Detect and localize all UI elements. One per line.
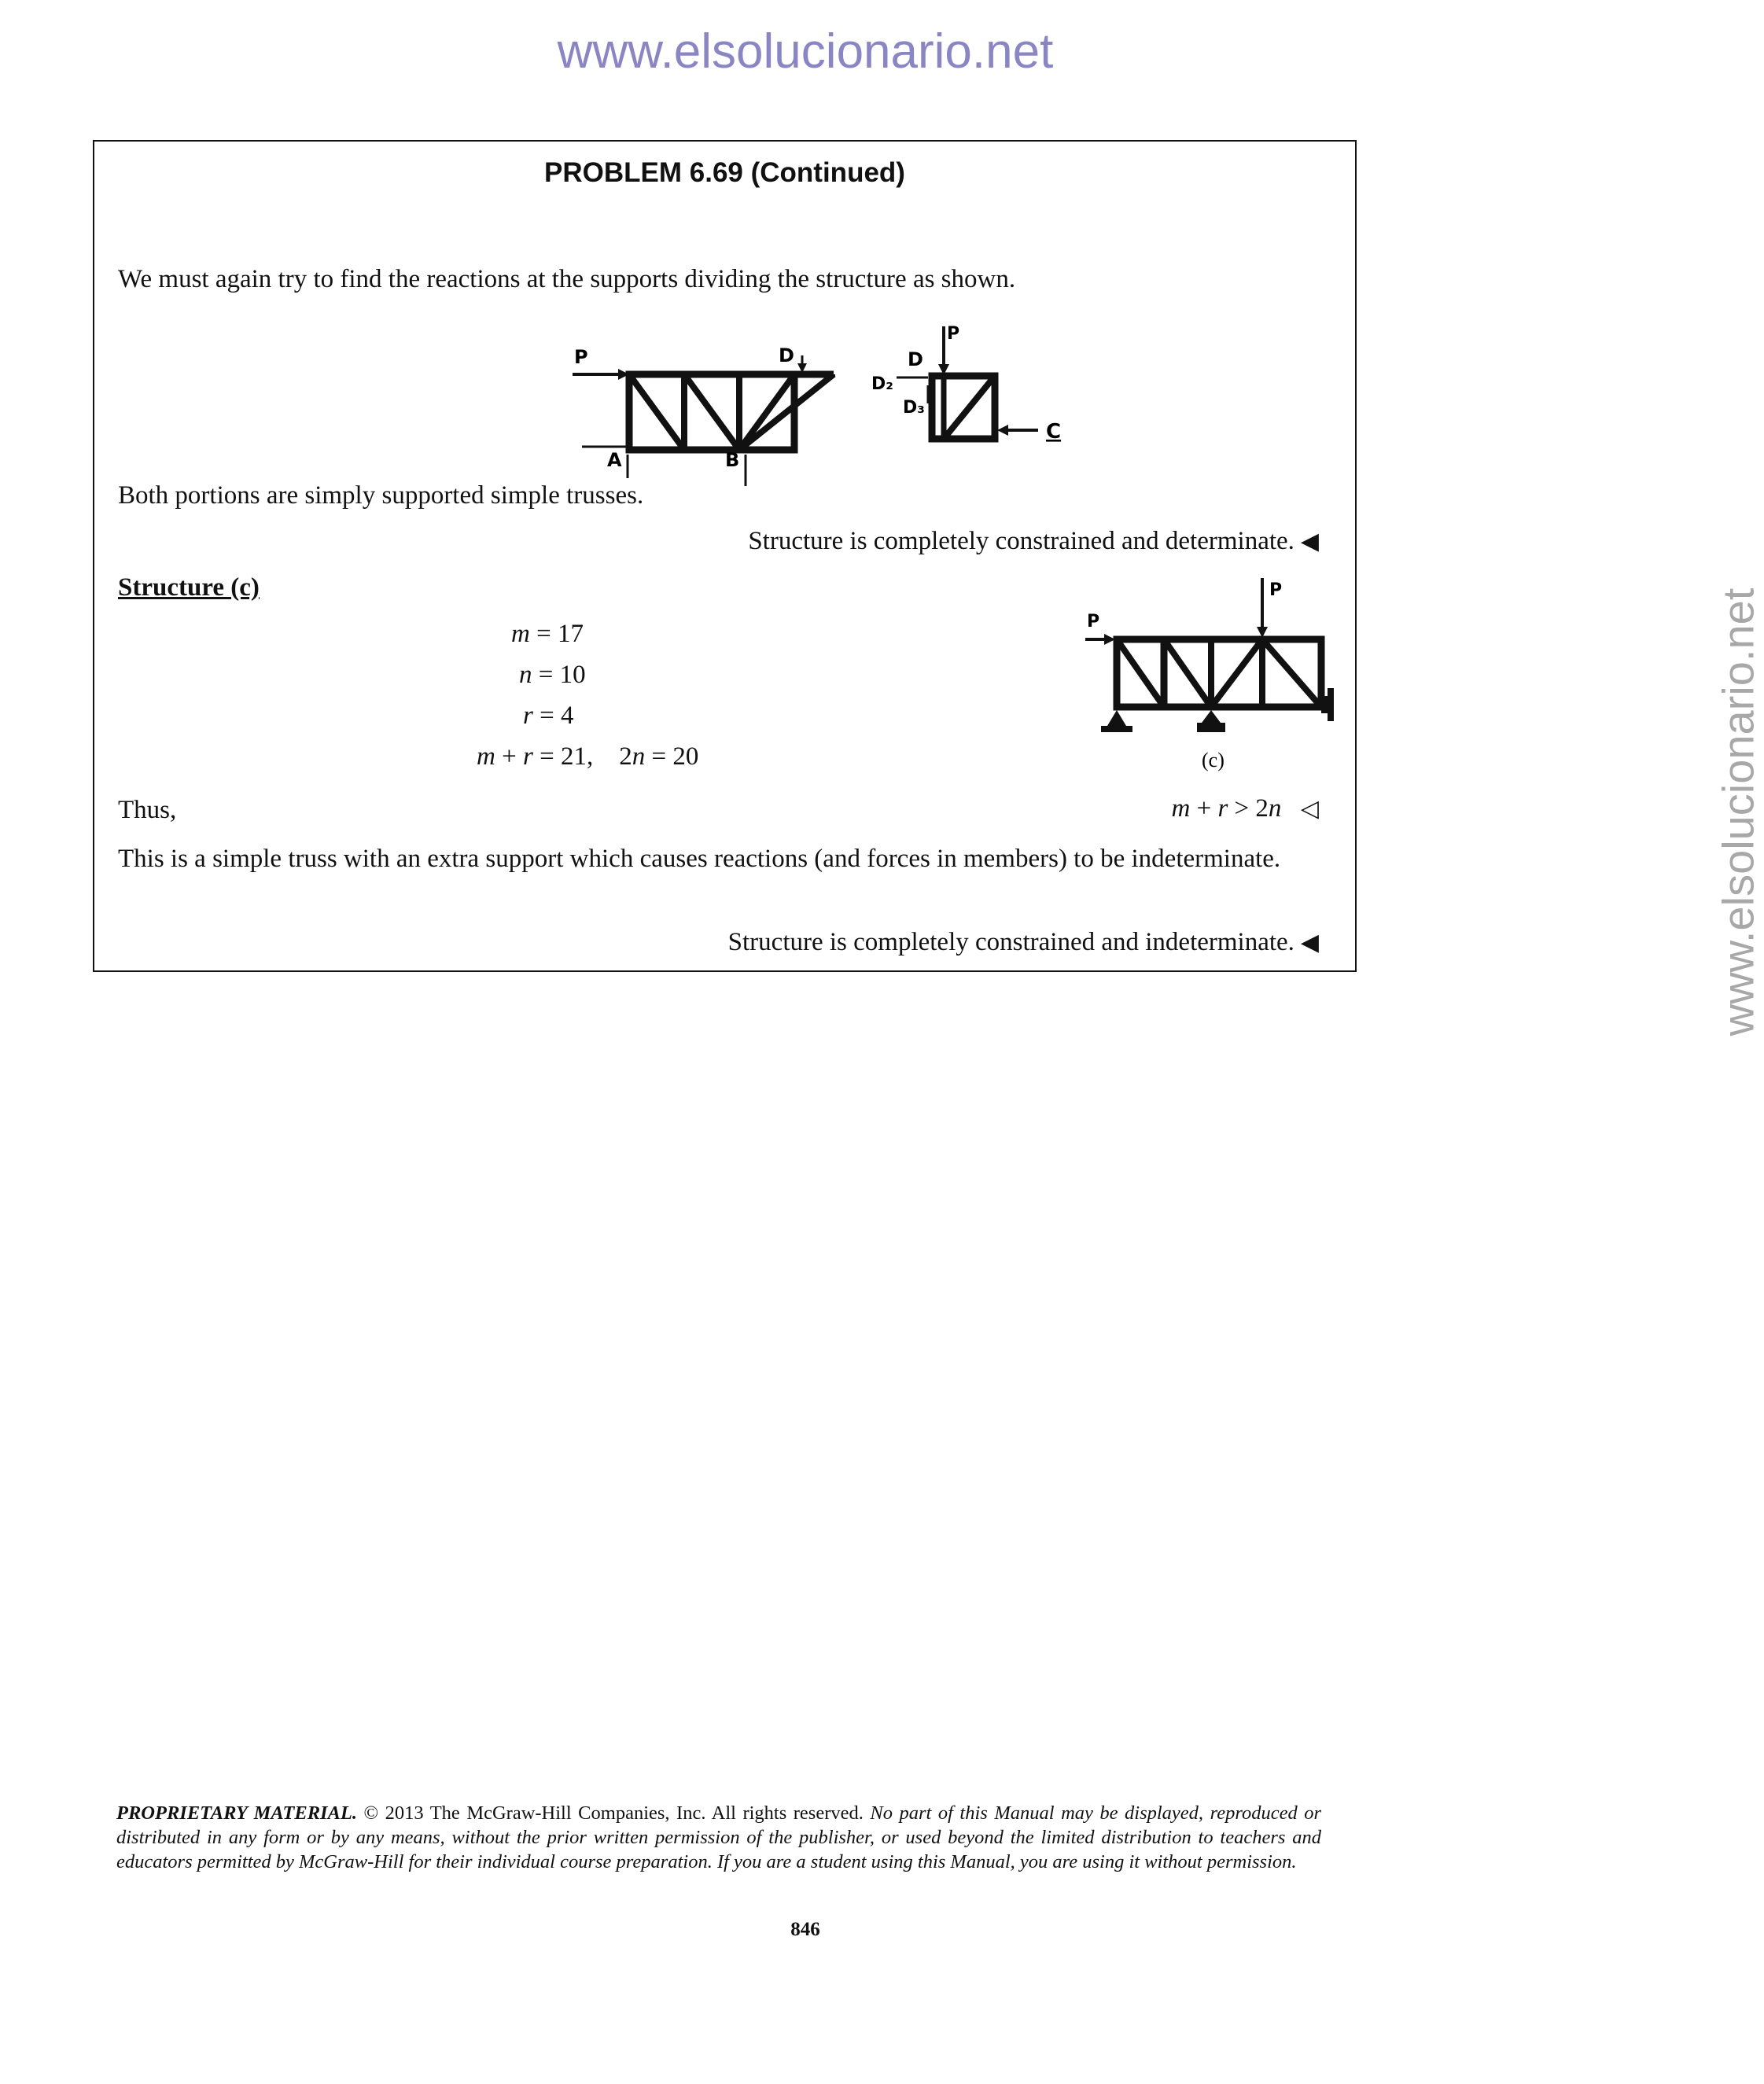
label-d-left: D <box>779 344 794 366</box>
equation-r: r = 4 <box>523 701 574 730</box>
conclusion-b <box>748 525 1319 558</box>
arrowhead-c <box>997 425 1008 436</box>
label-b: B <box>725 449 740 471</box>
answer-marker-icon-c: ◀ <box>1300 929 1319 956</box>
intro-text: We must again try to find the reactions at the supports dividing the structure as shown. <box>118 265 1016 293</box>
support-pin-middle <box>1202 710 1221 723</box>
label-c: C <box>1046 420 1062 444</box>
watermark-side[interactable]: www.elsolucionario.net <box>1713 587 1763 1036</box>
inequality: m + r > 2n ◁ <box>1171 794 1319 823</box>
footer-normal: © 2013 The McGraw-Hill Companies, Inc. All rights reserved. <box>357 1802 871 1824</box>
answer-marker-icon: ◀ <box>1300 528 1319 555</box>
conclusion-c <box>728 926 1319 959</box>
structure-c-heading: Structure (c) <box>118 573 260 602</box>
c-truss-diagonal-2 <box>1164 639 1211 707</box>
explanation-text: This is a simple truss with an extra support which causes reactions (and forces in members) to be indeterminate. <box>118 845 1281 873</box>
c-truss-diagonal-4 <box>1262 639 1321 707</box>
problem-title: PROBLEM 6.69 (Continued) <box>544 157 905 188</box>
truss-figure-c <box>991 578 1337 775</box>
label-p-c-left: P <box>1087 612 1100 631</box>
right-truss-diagonal <box>944 376 995 439</box>
truss-figure-right <box>771 311 1085 468</box>
c-truss-diagonal-3 <box>1211 639 1262 707</box>
portions-text: Both portions are simply supported simple trusses. <box>118 481 644 510</box>
equation-n: n = 10 <box>519 661 586 689</box>
problem-box <box>93 140 1357 972</box>
footer-italic: No part of this Manual may be displayed, reproduced or distributed in any form or by any means, without the prior written permission of the publisher, or used beyond the limited distribution to teachers and educators permitted by McGraw-Hill for their individual course preparation. If you are a student using this Manual, you are using it without permission. <box>116 1802 1321 1872</box>
label-d3: D₃ <box>903 398 925 418</box>
support-pin-left-base <box>1101 726 1132 732</box>
label-a: A <box>607 449 622 471</box>
inequality-marker-icon: ◁ <box>1300 795 1319 823</box>
support-roller-middle <box>1197 723 1225 732</box>
conclusion-b-text: Structure is completely constrained and determinate. <box>748 527 1294 555</box>
copyright-footer <box>116 1801 1321 1874</box>
label-d2: D₂ <box>871 374 893 394</box>
conclusion-c-text: Structure is completely constrained and indeterminate. <box>727 928 1294 956</box>
thus-text: Thus, <box>118 796 177 824</box>
label-p-right: P <box>947 324 960 344</box>
footer-bold: PROPRIETARY MATERIAL. <box>116 1802 357 1824</box>
label-d-right: D <box>908 348 923 370</box>
equation-sum: m + r = 21, 2n = 20 <box>477 742 699 771</box>
left-truss-diagonal-2 <box>684 374 739 450</box>
support-wall-right-block <box>1321 696 1329 713</box>
c-truss-diagonal-1 <box>1117 639 1164 707</box>
label-p-c-top: P <box>1269 580 1283 600</box>
page-number: 846 <box>790 1919 820 1940</box>
figure-c-caption: (c) <box>1202 749 1224 771</box>
equation-m: m = 17 <box>511 620 584 648</box>
label-p-left: P <box>574 346 588 368</box>
support-pin-left <box>1107 710 1126 726</box>
left-truss-diagonal-1 <box>629 374 684 450</box>
watermark-top[interactable]: www.elsolucionario.net <box>557 24 1054 79</box>
